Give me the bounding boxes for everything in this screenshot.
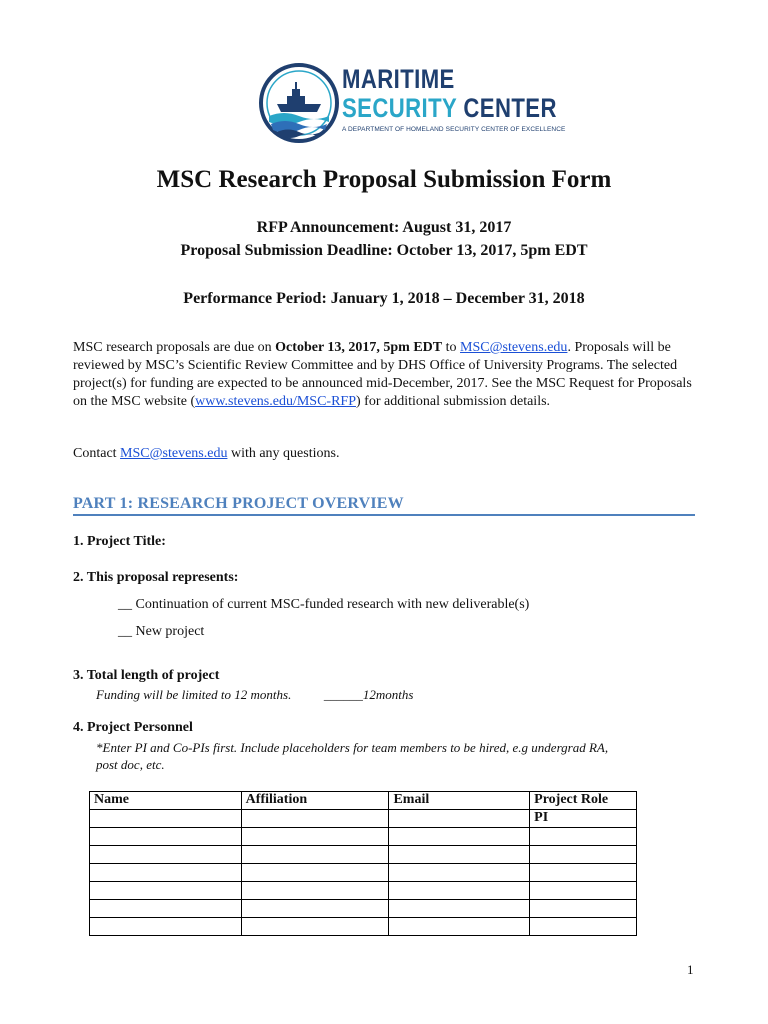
- table-row[interactable]: [90, 828, 637, 846]
- cell-role[interactable]: [530, 846, 637, 864]
- cell-email[interactable]: [389, 900, 530, 918]
- contact-text: with any questions.: [227, 446, 340, 461]
- table-row[interactable]: [90, 882, 637, 900]
- header-project-role: Project Role: [530, 792, 637, 810]
- contact-email-link[interactable]: MSC@stevens.edu: [120, 446, 228, 461]
- funding-note: Funding will be limited to 12 months. ______12months: [96, 687, 414, 702]
- table-row[interactable]: [90, 918, 637, 936]
- cell-role[interactable]: [530, 882, 637, 900]
- question-project-title: 1. Project Title:: [73, 534, 166, 549]
- logo-text-center: CENTER: [463, 93, 557, 123]
- logo-text-maritime: MARITIME: [342, 64, 455, 94]
- cell-email[interactable]: [389, 846, 530, 864]
- rfp-announcement: RFP Announcement: August 31, 2017: [256, 219, 512, 236]
- cell-role[interactable]: [530, 828, 637, 846]
- cell-role[interactable]: PI: [530, 810, 637, 828]
- website-link[interactable]: www.stevens.edu/MSC-RFP: [195, 394, 356, 409]
- logo-text-security: SECURITY: [342, 93, 457, 123]
- page-number: 1: [687, 962, 694, 977]
- contact-line: [73, 445, 703, 463]
- cell-affiliation[interactable]: [241, 828, 389, 846]
- cell-role[interactable]: [530, 864, 637, 882]
- cell-email[interactable]: [389, 918, 530, 936]
- submission-deadline: Proposal Submission Deadline: October 13, 2017, 5pm EDT: [180, 242, 588, 259]
- table-row[interactable]: [90, 846, 637, 864]
- option-continuation[interactable]: __ Continuation of current MSC-funded research with new deliverable(s): [118, 597, 530, 612]
- logo-tagline: A DEPARTMENT OF HOMELAND SECURITY CENTER OF EXCELLENCE: [342, 126, 566, 133]
- cell-name[interactable]: [90, 882, 242, 900]
- intro-text: . Proposals will be reviewed by MSC’s Scientific Review Committee and by DHS Office of University Programs. The selected project(s) for funding are expected to be announced mid-December, 2017. See the MSC Request for Proposals on the MSC website (: [73, 340, 692, 409]
- cell-email[interactable]: [389, 810, 530, 828]
- cell-name[interactable]: [90, 846, 242, 864]
- cell-email[interactable]: [389, 828, 530, 846]
- table-row[interactable]: [90, 864, 637, 882]
- question-proposal-represents: 2. This proposal represents:: [73, 570, 239, 585]
- email-link[interactable]: MSC@stevens.edu: [460, 340, 568, 355]
- due-date: October 13, 2017, 5pm EDT: [275, 340, 443, 355]
- intro-text: ) for additional submission details.: [356, 394, 551, 409]
- part1-heading: PART 1: RESEARCH PROJECT OVERVIEW: [73, 495, 404, 512]
- cell-name[interactable]: [90, 810, 242, 828]
- cell-affiliation[interactable]: [241, 810, 389, 828]
- contact-text: Contact: [73, 446, 121, 461]
- intro-text: MSC research proposals are due on: [73, 340, 276, 355]
- header-email: Email: [389, 792, 530, 810]
- header-name: Name: [90, 792, 242, 810]
- cell-affiliation[interactable]: [241, 900, 389, 918]
- cell-name[interactable]: [90, 864, 242, 882]
- cell-role[interactable]: [530, 900, 637, 918]
- cell-email[interactable]: [389, 882, 530, 900]
- cell-name[interactable]: [90, 828, 242, 846]
- intro-paragraph: [73, 339, 703, 411]
- header-affiliation: Affiliation: [241, 792, 389, 810]
- section-divider: [73, 514, 695, 516]
- cell-role[interactable]: [530, 918, 637, 936]
- logo-text-security-center: [342, 93, 557, 124]
- performance-period: Performance Period: January 1, 2018 – December 31, 2018: [183, 290, 585, 307]
- form-title: MSC Research Proposal Submission Form: [156, 166, 612, 193]
- personnel-table: [89, 791, 637, 936]
- cell-name[interactable]: [90, 900, 242, 918]
- question-project-personnel: 4. Project Personnel: [73, 720, 193, 735]
- msc-logo: [259, 60, 566, 146]
- cell-name[interactable]: [90, 918, 242, 936]
- intro-text: to: [442, 340, 461, 355]
- table-row[interactable]: [90, 900, 637, 918]
- cell-affiliation[interactable]: [241, 918, 389, 936]
- table-row[interactable]: [90, 810, 637, 828]
- cell-affiliation[interactable]: [241, 864, 389, 882]
- option-new-project[interactable]: __ New project: [118, 624, 205, 639]
- personnel-note: *Enter PI and Co-PIs first. Include placeholders for team members to be hired, e.g undergrad RA, post doc, etc.: [96, 740, 609, 772]
- cell-affiliation[interactable]: [241, 846, 389, 864]
- table-header-row: [90, 792, 637, 810]
- ship-emblem-icon: [259, 60, 339, 146]
- question-project-length: 3. Total length of project: [73, 668, 220, 683]
- cell-affiliation[interactable]: [241, 882, 389, 900]
- cell-email[interactable]: [389, 864, 530, 882]
